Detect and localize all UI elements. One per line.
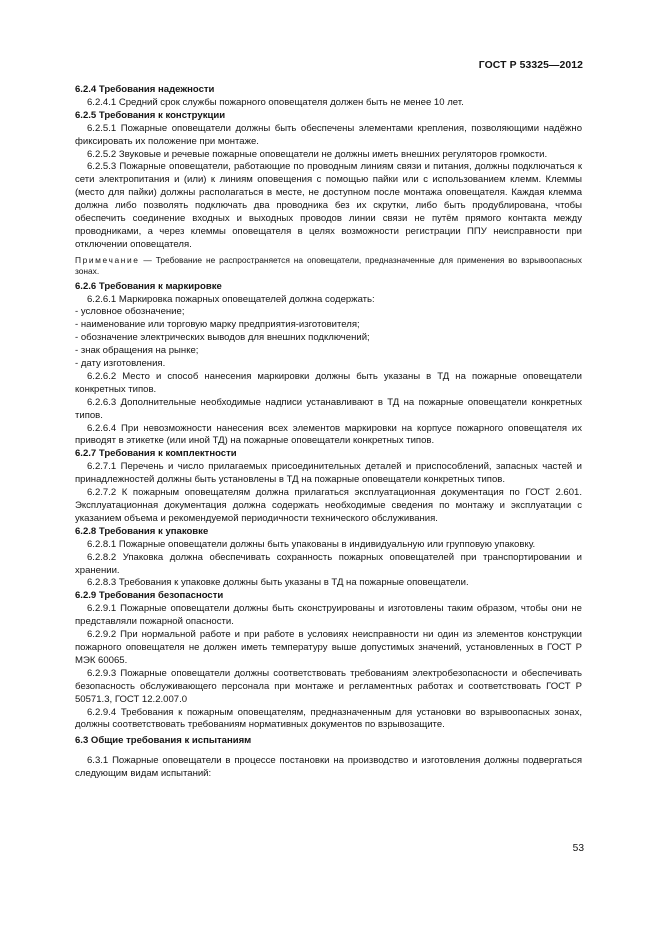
paragraph: 6.2.9.4 Требования к пожарным оповещателям, предназначенным для установки во взрывоопасных зонах, должны соответствовать требованиям нормативных документов по взрывозащите. bbox=[75, 706, 582, 731]
paragraph: 6.2.4.1 Средний срок службы пожарного оповещателя должен быть не менее 10 лет. bbox=[87, 96, 464, 108]
note bbox=[75, 255, 582, 278]
paragraph: 6.2.5.1 Пожарные оповещатели должны быть обеспечены элементами крепления, позволяющими надёжно фиксировать их положение при монтаже. bbox=[75, 122, 582, 147]
note-text: — Требование не распространяется на оповещатели, предназначенные для применения во взрывоопасных зонах. bbox=[75, 254, 582, 277]
document-body bbox=[75, 84, 582, 781]
paragraph: 6.2.6.2 Место и способ нанесения маркировки должны быть указаны в ТД на пожарные оповещатели конкретных типов. bbox=[75, 370, 582, 395]
list-item: - наименование или торговую марку предприятия-изготовителя; bbox=[75, 319, 582, 332]
paragraph: 6.2.8.2 Упаковка должна обеспечивать сохранность пожарных оповещателей при транспортировании и хранении. bbox=[75, 551, 582, 576]
list-item: - условное обозначение; bbox=[75, 306, 582, 319]
section-heading: 6.2.6 Требования к маркировке bbox=[75, 280, 222, 292]
standard-designation: ГОСТ Р 53325—2012 bbox=[478, 60, 583, 71]
page-number: 53 bbox=[572, 843, 584, 854]
section-heading: 6.2.9 Требования безопасности bbox=[75, 590, 224, 602]
marking-list bbox=[75, 306, 582, 371]
paragraph: 6.2.8.1 Пожарные оповещатели должны быть упакованы в индивидуальную или групповую упаковку. bbox=[87, 538, 536, 550]
list-item: - дату изготовления. bbox=[75, 358, 582, 371]
paragraph: 6.2.5.2 Звуковые и речевые пожарные оповещатели не должны иметь внешних регуляторов громкости. bbox=[87, 148, 548, 160]
paragraph: 6.3.1 Пожарные оповещатели в процессе постановки на производство и изготовления должны подвергаться следующим видам испытаний: bbox=[75, 755, 582, 780]
list-item: - знак обращения на рынке; bbox=[75, 345, 582, 358]
paragraph: 6.2.7.2 К пожарным оповещателям должна прилагаться эксплуатационная документация по ГОСТ 2.601. Эксплуатационная документация должна содержать необходимые сведения по монтажу и эксплуатации с указанием объема и рекомендуемой периодичности технического обслуживания. bbox=[75, 487, 582, 524]
paragraph: 6.2.8.3 Требования к упаковке должны быть указаны в ТД на пожарные оповещатели. bbox=[87, 577, 469, 589]
paragraph: 6.2.6.4 При невозможности нанесения всех элементов маркировки на корпусе пожарного оповещателя их приводят в этикетке (или иной ТД) на пожарные оповещатели конкретных типов. bbox=[75, 422, 582, 447]
note-label: Примечание bbox=[75, 254, 140, 265]
section-heading: 6.2.4 Требования надежности bbox=[75, 84, 215, 95]
paragraph: 6.2.9.1 Пожарные оповещатели должны быть сконструированы и изготовлены таким образом, чтобы они не представляли пожарной опасности. bbox=[75, 603, 582, 628]
list-item: - обозначение электрических выводов для внешних подключений; bbox=[75, 332, 582, 345]
paragraph: 6.2.9.3 Пожарные оповещатели должны соответствовать требованиям электробезопасности и обеспечивать безопасность обслуживающего персонала при монтаже и регламентных работах и соответствовать ГОСТ Р 50571.3, ГОСТ 12.2.007.0 bbox=[75, 667, 582, 705]
paragraph: 6.2.6.3 Дополнительные необходимые надписи устанавливают в ТД на пожарные оповещатели конкретных типов. bbox=[75, 396, 582, 421]
section-heading: 6.2.7 Требования к комплектности bbox=[75, 448, 237, 460]
paragraph: 6.2.6.1 Маркировка пожарных оповещателей должна содержать: bbox=[87, 293, 375, 305]
section-heading: 6.3 Общие требования к испытаниям bbox=[75, 735, 252, 747]
section-heading: 6.2.5 Требования к конструкции bbox=[75, 109, 226, 121]
paragraph: 6.2.5.3 Пожарные оповещатели, работающие по проводным линиям связи и питания, должны подключаться к сети электропитания и (или) к линиям оповещения с помощью пайки или с использованием клемм. Клеммы (место для пайки) должны располагаться в месте, не доступном после монтажа оповещателя. Каждая клемма должна либо позволять подключать два проводника без их скрутки, либо быть продублирована, чтобы обеспечить соединение входных и выходных проводов линии связи не путём прямого контакта между проводниками, а через клеммы оповещателя в целях возможности регистрации ППУ неисправности при отключении оповещателя. bbox=[75, 161, 582, 250]
paragraph: 6.2.9.2 При нормальной работе и при работе в условиях неисправности ни один из элементов конструкции пожарного оповещателя не должен иметь температуру выше допустимых значений, установленных в ГОСТ Р МЭК 60065. bbox=[75, 629, 582, 666]
section-heading: 6.2.8 Требования к упаковке bbox=[75, 525, 209, 537]
paragraph: 6.2.7.1 Перечень и число прилагаемых присоединительных деталей и приспособлений, запасных частей и принадлежностей должны быть установлены в ТД на пожарные оповещатели конкретных типов. bbox=[75, 461, 582, 486]
